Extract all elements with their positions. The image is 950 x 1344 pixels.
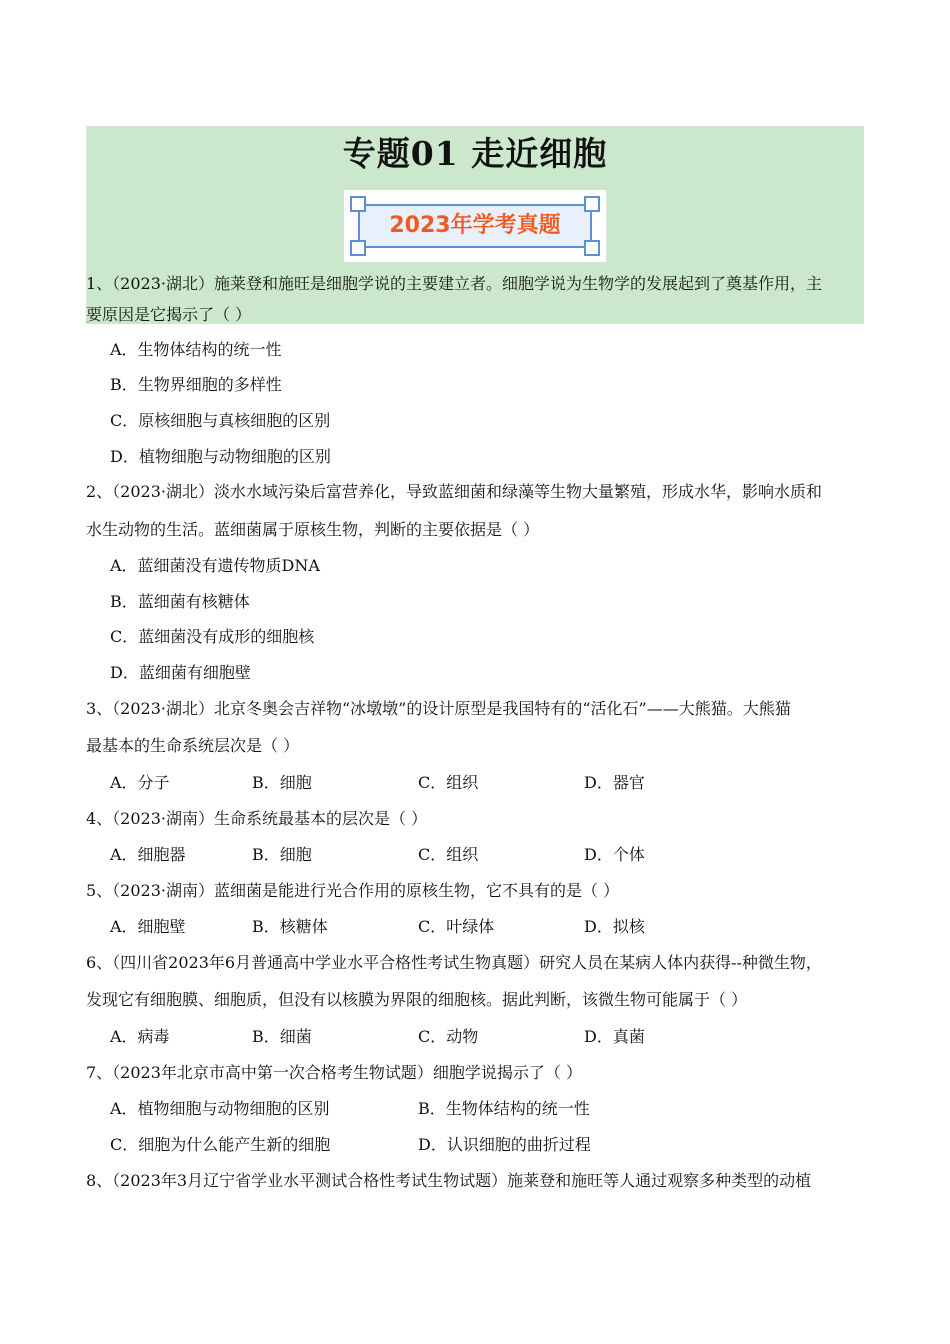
question-1-line-2: 要原因是它揭示了（ ） (86, 305, 252, 324)
badge-corner-icon (584, 240, 600, 256)
question-2-line-2: 水生动物的生活。蓝细菌属于原核生物，判断的主要依据是（ ） (86, 520, 540, 539)
question-4-option-a[interactable]: A．细胞器 (110, 845, 186, 864)
question-1-option-d[interactable]: D．植物细胞与动物细胞的区别 (110, 447, 331, 466)
question-2-option-a[interactable]: A．蓝细菌没有遗传物质DNA (110, 556, 320, 575)
badge-corner-icon (350, 240, 366, 256)
question-3-option-c[interactable]: C．组织 (418, 773, 479, 792)
question-7-option-c[interactable]: C．细胞为什么能产生新的细胞 (110, 1135, 331, 1154)
question-2-option-d[interactable]: D．蓝细菌有细胞壁 (110, 663, 251, 682)
question-4-option-d[interactable]: D．个体 (584, 845, 645, 864)
question-6-option-d[interactable]: D．真菌 (584, 1027, 645, 1046)
question-7-option-a[interactable]: A．植物细胞与动物细胞的区别 (110, 1099, 330, 1118)
question-6-option-c[interactable]: C．动物 (418, 1027, 479, 1046)
question-1-option-a[interactable]: A．生物体结构的统一性 (110, 340, 282, 359)
question-6-option-b[interactable]: B．细菌 (252, 1027, 312, 1046)
question-5-line-1: 5、（2023·湖南）蓝细菌是能进行光合作用的原核生物，它不具有的是（ ） (86, 881, 620, 900)
question-3-option-a[interactable]: A．分子 (110, 773, 170, 792)
question-1-option-b[interactable]: B．生物界细胞的多样性 (110, 375, 282, 394)
question-6-option-a[interactable]: A．病毒 (110, 1027, 170, 1046)
question-7-line-1: 7、（2023年北京市高中第一次合格考生物试题）细胞学说揭示了（ ） (86, 1063, 582, 1082)
question-6-line-1: 6、（四川省2023年6月普通高中学业水平合格性考试生物真题）研究人员在某病人体内获得--种微生物， (86, 953, 822, 972)
question-5-option-a[interactable]: A．细胞壁 (110, 917, 186, 936)
page-title: 专题01 走近细胞 (342, 134, 608, 173)
question-1-option-c[interactable]: C．原核细胞与真核细胞的区别 (110, 411, 331, 430)
question-5-option-b[interactable]: B．核糖体 (252, 917, 328, 936)
question-5-option-c[interactable]: C．叶绿体 (418, 917, 495, 936)
question-3-option-d[interactable]: D．器官 (584, 773, 645, 792)
question-5-option-d[interactable]: D．拟核 (584, 917, 645, 936)
question-7-option-d[interactable]: D．认识细胞的曲折过程 (418, 1135, 591, 1154)
question-3-line-2: 最基本的生命系统层次是（ ） (86, 736, 300, 755)
question-3-option-b[interactable]: B．细胞 (252, 773, 312, 792)
exam-badge (344, 190, 606, 262)
question-3-line-1: 3、（2023·湖北）北京冬奥会吉祥物“冰墩墩”的设计原型是我国特有的“活化石”——大熊猫。大熊猫 (86, 699, 791, 718)
question-4-option-b[interactable]: B．细胞 (252, 845, 312, 864)
question-2-option-c[interactable]: C．蓝细菌没有成形的细胞核 (110, 627, 315, 646)
badge-label: 2023年学考真题 (389, 213, 561, 238)
question-7-option-b[interactable]: B．生物体结构的统一性 (418, 1099, 590, 1118)
question-4-line-1: 4、（2023·湖南）生命系统最基本的层次是（ ） (86, 809, 428, 828)
question-2-option-b[interactable]: B．蓝细菌有核糖体 (110, 592, 250, 611)
question-4-option-c[interactable]: C．组织 (418, 845, 479, 864)
question-2-line-1: 2、（2023·湖北）淡水水域污染后富营养化，导致蓝细菌和绿藻等生物大量繁殖，形成水华，影响水质和 (86, 482, 822, 501)
question-1-line-1: 1、（2023·湖北）施莱登和施旺是细胞学说的主要建立者。细胞学说为生物学的发展起到了奠基作用，主 (86, 274, 822, 293)
question-6-line-2: 发现它有细胞膜、细胞质，但没有以核膜为界限的细胞核。据此判断，该微生物可能属于（ ） (86, 990, 748, 1009)
question-8-line-1: 8、（2023年3月辽宁省学业水平测试合格性考试生物试题）施莱登和施旺等人通过观察多种类型的动植 (86, 1171, 812, 1190)
